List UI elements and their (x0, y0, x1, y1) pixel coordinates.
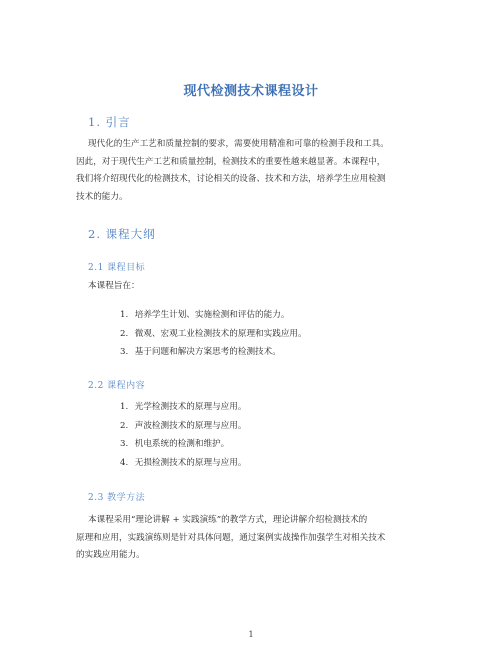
list-item (120, 325, 307, 344)
list-text: 无损检测技术的原理与应用。 (134, 457, 247, 468)
subsection-heading-methods: 2.3 教学方法 (88, 493, 146, 503)
list-item (120, 398, 246, 417)
list-item (120, 435, 246, 454)
list-text: 基于问题和解决方案思考的检测技术。 (134, 347, 281, 357)
list-item (120, 343, 307, 362)
paragraph-line: 我们将介绍现代化的检测技术，讨论相关的设备、技术和方法，培养学生应用检测 (76, 174, 386, 184)
list-text: 微观、宏观工业检测技术的原理和实践应用。 (134, 328, 307, 339)
goals-list (120, 306, 307, 362)
list-number: 3. (120, 439, 129, 449)
list-number: 1. (120, 310, 129, 320)
list-number: 1. (120, 402, 129, 412)
page-number: 1 (248, 630, 254, 639)
list-number: 3. (120, 347, 129, 357)
list-item (120, 417, 246, 436)
paragraph-line: 的实践应用能力。 (76, 550, 145, 560)
paragraph-line: 原理和应用，实践演练则是针对具体问题，通过案例实战操作加强学生对相关技术 (76, 532, 386, 543)
list-item (120, 306, 307, 325)
intro-paragraph (76, 136, 428, 206)
list-number: 4. (120, 457, 129, 468)
paragraph-line: 因此，对于现代生产工艺和质量控制，检测技术的重要性越来越显著。本课程中， (76, 156, 386, 167)
paragraph-line: 本课程旨在： (88, 281, 140, 291)
list-text: 声波检测技术的原理与应用。 (134, 420, 247, 431)
goals-intro (88, 278, 440, 296)
document-title: 现代检测技术课程设计 (183, 84, 319, 99)
section-heading-intro: 1. 引言 (88, 115, 131, 129)
methods-paragraph (76, 512, 428, 565)
section-heading-outline: 2. 课程大纲 (88, 227, 156, 241)
subsection-heading-goals: 2.1 课程目标 (88, 263, 146, 273)
list-number: 2. (120, 328, 129, 339)
paragraph-line: 技术的能力。 (76, 191, 128, 202)
subsection-heading-content: 2.2 课程内容 (88, 381, 146, 391)
list-text: 机电系统的检测和维护。 (134, 439, 230, 449)
list-item (120, 454, 246, 473)
paragraph-line: 现代化的生产工艺和质量控制的要求，需要使用精准和可靠的检测手段和工具。 (88, 139, 389, 149)
content-list (120, 398, 246, 472)
paragraph-line: 本课程采用“理论讲解 + 实践演练”的教学方式，理论讲解介绍检测技术的 (88, 515, 368, 525)
list-text: 光学检测技术的原理与应用。 (134, 402, 247, 412)
list-text: 培养学生计划、实施检测和评估的能力。 (134, 310, 290, 320)
list-number: 2. (120, 420, 129, 431)
